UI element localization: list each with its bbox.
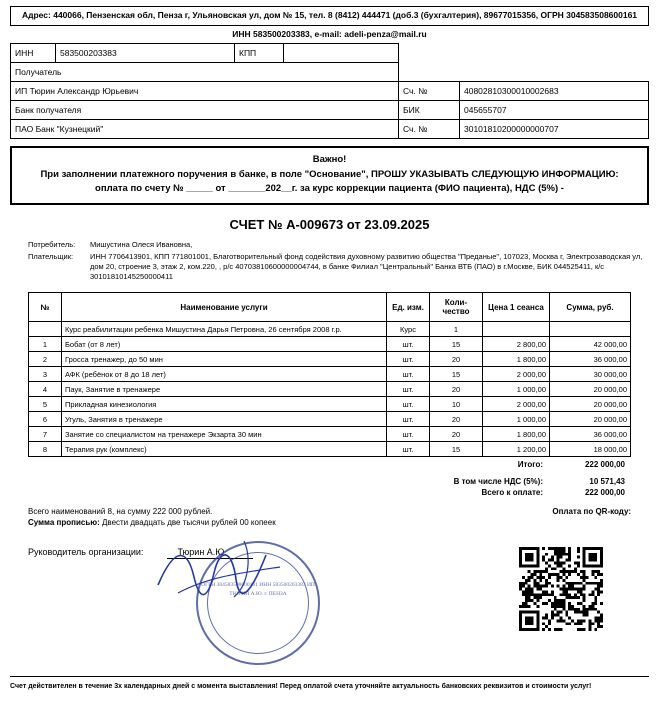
spacer-cell xyxy=(460,43,649,62)
cell-qty: 15 xyxy=(430,337,483,352)
receiver-name: ИП Тюрин Александр Юрьевич xyxy=(11,81,399,100)
cell-sum: 36 000,00 xyxy=(550,427,631,442)
cell-name: Терапия рук (комплекс) xyxy=(62,442,387,457)
cell-price: 1 000,00 xyxy=(483,412,550,427)
company-contacts: ИНН 583500203383, e-mail: adeli-penza@mail.ru xyxy=(232,28,427,39)
cell-name: Гросса тренажер, до 50 мин xyxy=(62,352,387,367)
cell-qty: 10 xyxy=(430,397,483,412)
cell-name: Бобат (от 8 лет) xyxy=(62,337,387,352)
payable-value: 222 000,00 xyxy=(584,488,625,498)
invoice-document xyxy=(0,6,659,701)
table-row xyxy=(29,352,631,367)
table-row xyxy=(29,397,631,412)
table-row xyxy=(11,43,649,62)
inn-label: ИНН xyxy=(11,43,56,62)
table-row xyxy=(11,81,649,100)
cell-name: Прикладная кинезиология xyxy=(62,397,387,412)
signature-person: Тюрин А.Ю. xyxy=(167,547,252,559)
amount-in-words xyxy=(28,518,631,527)
cell-unit: шт. xyxy=(387,352,430,367)
bik-value: 045655707 xyxy=(460,100,649,119)
col-sum: Сумма, руб. xyxy=(550,293,631,322)
signature-role: Руководитель организации: xyxy=(28,547,144,558)
bank-name: ПАО Банк "Кузнецкий" xyxy=(11,119,399,138)
table-row xyxy=(29,382,631,397)
cell-name: Занятие со специалистом на тренажере Экзарта 30 мин xyxy=(62,427,387,442)
footer-note xyxy=(10,676,649,691)
account-value: 40802810300010002683 xyxy=(460,81,649,100)
table-row xyxy=(29,337,631,352)
cell-num: 7 xyxy=(29,427,62,442)
table-row xyxy=(29,427,631,442)
kpp-value xyxy=(284,43,399,62)
vat-value: 10 571,43 xyxy=(589,477,625,487)
consumer-label: Потребитель: xyxy=(28,239,76,249)
consumer-row xyxy=(28,240,649,250)
cell-num: 8 xyxy=(29,442,62,457)
cell-unit: Курс xyxy=(387,322,430,337)
cell-sum: 20 000,00 xyxy=(550,397,631,412)
cell-price xyxy=(483,322,550,337)
payer-row xyxy=(28,252,649,282)
cell-price: 2 000,00 xyxy=(483,397,550,412)
corr-account-value: 30101810200000000707 xyxy=(460,119,649,138)
cell-unit: шт. xyxy=(387,442,430,457)
total-value: 222 000,00 xyxy=(584,460,625,470)
vat-label: В том числе НДС (5%): xyxy=(453,477,543,487)
footer-line-2: стоимости услуг! xyxy=(531,682,592,690)
cell-qty: 20 xyxy=(430,427,483,442)
cell-sum: 18 000,00 xyxy=(550,442,631,457)
cell-qty: 20 xyxy=(430,412,483,427)
cell-unit: шт. xyxy=(387,337,430,352)
col-num: № xyxy=(29,293,62,322)
cell-sum: 30 000,00 xyxy=(550,367,631,382)
cell-name: АФК (ребёнок от 8 до 18 лет) xyxy=(62,367,387,382)
footer-line-1: Счет действителен в течение 3х календарных дней с момента выставления! Перед оплатой счета уточняйте актуальность банковских реквизитов и xyxy=(10,682,530,690)
table-row xyxy=(29,367,631,382)
cell-price: 2 000,00 xyxy=(483,367,550,382)
table-row xyxy=(29,412,631,427)
cell-price: 1 800,00 xyxy=(483,352,550,367)
cell-qty: 20 xyxy=(430,352,483,367)
cell-price: 1 200,00 xyxy=(483,442,550,457)
important-notice xyxy=(10,146,649,205)
bik-label: БИК xyxy=(399,100,460,119)
cell-unit: шт. xyxy=(387,397,430,412)
table-total xyxy=(28,460,631,469)
totals-block xyxy=(28,477,631,497)
cell-unit: шт. xyxy=(387,382,430,397)
stamp-text: ОГРН 304583508600161 ИНН 583500203383 ИП ТЮРИН А.Ю. г. ПЕНЗА xyxy=(201,582,315,597)
signature-block xyxy=(28,547,631,667)
table-row xyxy=(11,100,649,119)
payable-row xyxy=(28,488,631,497)
cell-sum: 20 000,00 xyxy=(550,382,631,397)
vat-row xyxy=(28,477,631,486)
page-title: СЧЕТ № А-009673 от 23.09.2025 xyxy=(229,216,430,232)
cell-num: 2 xyxy=(29,352,62,367)
table-row xyxy=(29,442,631,457)
company-address: Адрес: 440066, Пензенская обл, Пенза г, Ульяновская ул, дом № 15, тел. 8 (8412) 444471 (доб.3 (бухгалтерия), 89677015356, ОГРН 304583508600161 xyxy=(10,6,649,26)
receiver-label: Получатель xyxy=(11,62,399,81)
inn-value: 583500203383 xyxy=(56,43,235,62)
names-count-line: Всего наименований 8, на сумму 222 000 рублей. xyxy=(28,507,213,517)
spacer-cell xyxy=(399,62,460,81)
account-label: Сч. № xyxy=(399,81,460,100)
cell-unit: шт. xyxy=(387,427,430,442)
table-row xyxy=(11,62,649,81)
cell-name: Паук, Занятие в тренажере xyxy=(62,382,387,397)
col-unit: Ед. изм. xyxy=(387,293,430,322)
table-row xyxy=(11,119,649,138)
bank-label: Банк получателя xyxy=(11,100,399,119)
cell-name: Угуль, Занятия в тренажере xyxy=(62,412,387,427)
important-text: При заполнении платежного поручения в банке, в поле "Основание", ПРОШУ УКАЗЫВАТЬ СЛЕДУЮЩУЮ ИНФОРМАЦИЮ: оплата по счету № _____ от _______202__г. за курс коррекции пациента (ФИО пациента), НДС (5%) - xyxy=(40,169,619,195)
qr-label: Оплата по QR-коду: xyxy=(552,507,631,517)
cell-sum xyxy=(550,322,631,337)
corr-account-label: Сч. № xyxy=(399,119,460,138)
company-stamp xyxy=(196,541,320,665)
kpp-label: КПП xyxy=(235,43,284,62)
cell-num: 3 xyxy=(29,367,62,382)
cell-price: 1 000,00 xyxy=(483,382,550,397)
payer-value: ИНН 7706413901, КПП 771801001, Благотворительный фонд содействия духовному развитию общества "Преданые", 107023, Москва г, Электрозаводская ул, дом 20, строение 3, этаж 2, ком.220, , р/с 40703810600000004744, в банке Филиал "Центральный" Банка ВТБ (ПАО) в г.Москве, БИК 044525411, к/с 30101810145250000411 xyxy=(90,252,643,282)
cell-unit: шт. xyxy=(387,367,430,382)
cell-qty: 20 xyxy=(430,382,483,397)
summary-block xyxy=(28,507,631,527)
payable-label: Всего к оплате: xyxy=(481,488,543,498)
cell-num: 6 xyxy=(29,412,62,427)
cell-num xyxy=(29,322,62,337)
cell-num: 5 xyxy=(29,397,62,412)
cell-name: Курс реабилитации ребенка Мишустина Дарья Петровна, 26 сентября 2008 г.р. xyxy=(62,322,387,337)
col-name: Наименование услуги xyxy=(62,293,387,322)
total-row xyxy=(28,460,631,469)
spacer-cell xyxy=(399,43,460,62)
spacer-cell xyxy=(460,62,649,81)
cell-price: 1 800,00 xyxy=(483,427,550,442)
amount-in-words-value: Двести двадцать две тысячи рублей 00 копеек xyxy=(101,518,276,528)
cell-price: 2 800,00 xyxy=(483,337,550,352)
cell-sum: 36 000,00 xyxy=(550,352,631,367)
cell-sum: 42 000,00 xyxy=(550,337,631,352)
payment-qr-code[interactable] xyxy=(519,547,603,631)
cell-sum: 20 000,00 xyxy=(550,412,631,427)
cell-unit: шт. xyxy=(387,412,430,427)
table-header-row xyxy=(29,293,631,322)
payer-label: Плательщик: xyxy=(28,252,74,262)
cell-qty: 1 xyxy=(430,322,483,337)
cell-qty: 15 xyxy=(430,442,483,457)
table-row xyxy=(29,322,631,337)
col-price: Цена 1 сеанса xyxy=(483,293,550,322)
col-qty: Коли- чество xyxy=(430,293,483,322)
important-title: Важно! xyxy=(312,153,347,165)
bank-requisites-table xyxy=(10,43,649,139)
amount-in-words-label: Сумма прописью: xyxy=(28,518,100,528)
services-table xyxy=(28,292,631,457)
consumer-value: Мишустина Олеся Ивановна, xyxy=(90,239,193,249)
cell-qty: 15 xyxy=(430,367,483,382)
cell-num: 1 xyxy=(29,337,62,352)
cell-num: 4 xyxy=(29,382,62,397)
total-label: Итого: xyxy=(517,460,543,470)
parties-block xyxy=(28,240,649,283)
